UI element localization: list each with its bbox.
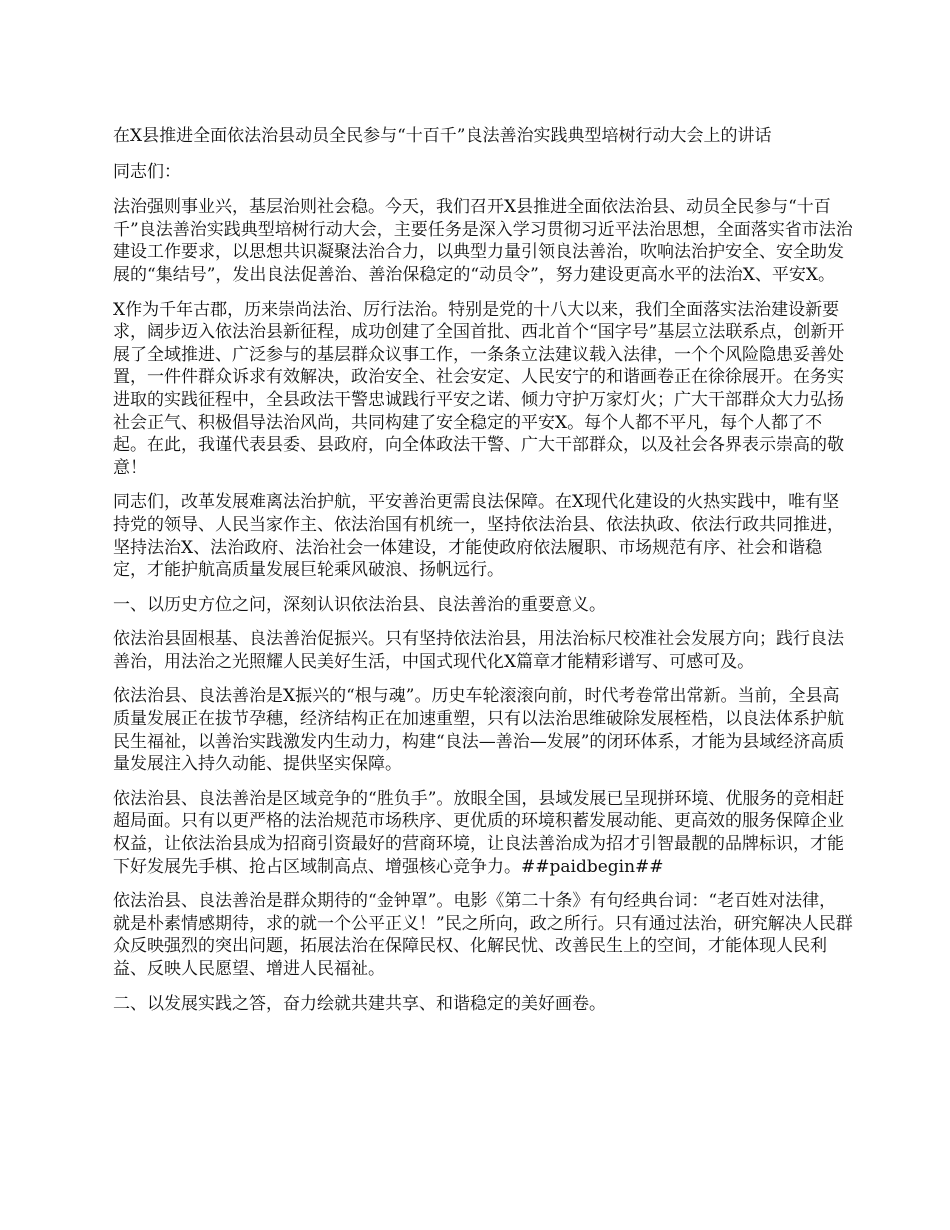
paragraph-foundation: 依法治县固根基、良法善治促振兴。只有坚持依法治县，用法治标尺校准社会发展方向；践行良法善治，用法治之光照耀人民美好生活，中国式现代化X篇章才能精彩谱写、可感可及。	[113, 629, 844, 672]
document-page	[113, 125, 853, 1027]
paragraph-achievements: X作为千年古郡，历来崇尚法治、厉行法治。特别是党的十八大以来，我们全面落实法治建设新要求，阔步迈入依法治县新征程，成功创建了全国首批、西北首个“国字号”基层立法联系点，创新开展了全域推进、广泛参与的基层群众议事工作，一条条立法建议载入法律，一个个风险隐患妥善处置，一件件群众诉求有效解决，政治安全、社会安定、人民安宁的和谐画卷正在徐徐展开。在务实进取的实践征程中，全县政法干警忠诚践行平安之诺、倾力守护万家灯火；广大干部群众大力弘扬社会正气、积极倡导法治风尚，共同构建了安全稳定的平安X。每个人都不平凡，每个人都了不起。在此，我谨代表县委、县政府，向全体政法干警、广大干部群众，以及社会各界表示崇高的敬意！	[113, 299, 845, 478]
paragraph-reform: 同志们，改革发展难离法治护航，平安善治更需良法保障。在X现代化建设的火热实践中，唯有坚持党的领导、人民当家作主、依法治国有机统一，坚持依法治县、依法执政、依法行政共同推进，坚持法治X、法治政府、法治社会一体建设，才能使政府依法履职、市场规范有序、社会和谐稳定，才能护航高质量发展巨轮乘风破浪、扬帆远行。	[113, 492, 844, 581]
greeting: 同志们：	[113, 161, 181, 182]
paragraph-root-and-soul: 依法治县、良法善治是X振兴的“根与魂”。历史车轮滚滚向前，时代考卷常出常新。当前，全县高质量发展正在拔节孕穗，经济结构正在加速重塑，只有以法治思维破除发展桎梏，以良法体系护航民生福祉，以善治实践激发内生动力，构建“良法—善治—发展”的闭环体系，才能为县域经济高质量发展注入持久动能、提供坚实保障。	[113, 686, 845, 775]
section-heading-1: 一、以历史方位之问，深刻认识依法治县、良法善治的重要意义。	[113, 594, 606, 615]
document-title: 在X县推进全面依法治县动员全民参与“十百千”良法善治实践典型培树行动大会上的讲话	[113, 126, 772, 146]
section-heading-2: 二、以发展实践之答，奋力绘就共建共享、和谐稳定的美好画卷。	[113, 993, 606, 1014]
paragraph-competition: 依法治县、良法善治是区域竞争的“胜负手”。放眼全国，县域发展已呈现拼环境、优服务的竞相赶超局面。只有以更严格的法治规范市场秩序、更优质的环境积蓄发展动能、更高效的服务保障企业权益，让依法治县成为招商引资最好的营商环境，让良法善治成为招才引智最靓的品牌标识，才能下好发展先手棋、抢占区域制高点、增强核心竞争力。##paidbegin##	[113, 788, 845, 877]
paragraph-golden-bell: 依法治县、良法善治是群众期待的“金钟罩”。电影《第二十条》有句经典台词：“老百姓对法律，就是朴素情感期待，求的就一个公平正义！”民之所向，政之所行。只有通过法治，研究解决人民群众反映强烈的突出问题，拓展法治在保障民权、化解民忧、改善民生上的空间，才能体现人民利益、反映人民愿望、增进人民福祉。	[113, 891, 853, 979]
paragraph-intro: 法治强则事业兴，基层治则社会稳。今天，我们召开X县推进全面依法治县、动员全民参与“十百千”良法善治实践典型培树行动大会，主要任务是深入学习贯彻习近平法治思想，全面落实省市法治建设工作要求，以思想共识凝聚法治合力，以典型力量引领良法善治，吹响法治护安全、安全助发展的“集结号”，发出良法促善治、善治保稳定的“动员令”，努力建设更高水平的法治X、平安X。	[113, 197, 853, 285]
